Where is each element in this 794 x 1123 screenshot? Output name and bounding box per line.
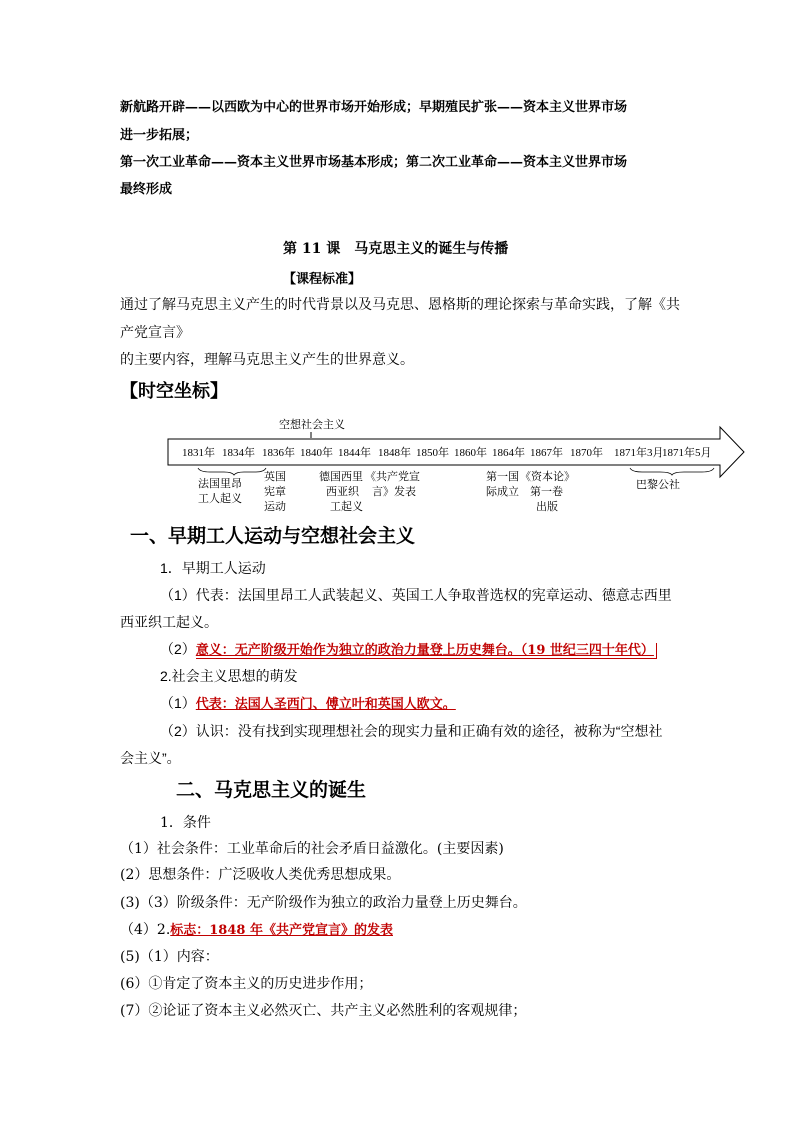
event-intl-2: 际成立 [486,486,519,498]
course-standard-line-1: 通过了解马克思主义产生的时代背景以及马克思、恩格斯的理论探索与革命实践，了解《共 [120,296,680,312]
section-2-heading: 二、马克思主义的诞生 [176,780,367,801]
intro-line-4: 最终形成 [120,182,173,197]
course-standard-line-2: 产党宣言》 [120,324,190,340]
section-2-line-1: （1）社会条件：工业革命后的社会矛盾日益激化。(主要因素) [120,841,504,857]
event-capital-2: 第一卷 [530,486,563,498]
timeline-year-label: 1844年 [338,447,371,459]
intro-line-1: 新航路开辟——以西欧为中心的世界市场开始形成；早期殖民扩张——资本主义世界市场 [120,100,628,115]
section-1-item-4b: 会主义”。 [120,750,181,766]
section-1-sub-2: 2.社会主义思想的萌发 [160,668,298,684]
section-2-line-4-highlight: 标志：1848 年《共产党宣言》的发表 [170,923,393,938]
event-capital-1: 《资本论》 [520,471,575,483]
intro-line-2: 进一步拓展； [120,128,199,143]
intro-line-3: 第一次工业革命——资本主义世界市场基本形成；第二次工业革命——资本主义世界市场 [120,155,628,170]
section-1-item-1a: （1）代表：法国里昂工人武装起义、英国工人争取普选权的宪章运动、德意志西里 [160,587,672,603]
section-1-item-2-prefix: （2） [160,641,196,657]
section-2-line-7: (7）②论证了资本主义必然灭亡、共产主义必然胜利的客观规律； [120,1003,527,1019]
timeline-events [198,469,680,513]
event-lyon-2: 工人起义 [198,493,242,505]
timeline-year-label: 1831年 [182,447,215,459]
timeline-year-label: 1871年3月 [614,447,664,459]
section-1-item-2-highlight: 意义：无产阶级开始作为独立的政治力量登上历史舞台。（19 世纪三四十年代） [196,643,657,659]
section-1-item-1b: 西亚织工起义。 [120,614,218,630]
section-1-heading: 一、早期工人运动与空想社会主义 [130,526,416,547]
timeline-diagram [160,412,760,522]
section-2-line-3: (3)（3）阶级条件：无产阶级作为独立的政治力量登上历史舞台。 [120,895,527,911]
space-time-label: 【时空坐标】 [120,381,228,401]
event-paris: 巴黎公社 [636,479,680,491]
section-1-item-4a: （2）认识：没有找到实现理想社会的现实力量和正确有效的途径，被称为“空想社 [160,723,663,739]
event-chartist-1: 英国 [264,471,286,483]
course-standard-label: 【课程标准】 [283,272,362,287]
timeline-year-label: 1840年 [300,447,333,459]
paris-bracket [630,468,714,475]
event-silesia-3: 工起义 [330,501,363,513]
section-2-line-6: (6）①肯定了资本主义的历史进步作用； [120,976,373,992]
event-chartist-2: 宪章 [264,486,286,498]
event-silesia-1: 德国西里 [319,471,363,483]
lyon-bracket [198,468,266,475]
timeline-year-label: 1867年 [530,447,563,459]
timeline-year-label: 1834年 [222,447,255,459]
course-standard-line-3: 的主要内容，理解马克思主义产生的世界意义。 [120,351,414,367]
section-2-line-4 [120,919,393,939]
event-silesia-2: 西亚织 [326,486,359,498]
section-1-sub-1: 1．早期工人运动 [160,560,266,576]
timeline-year-label: 1848年 [378,447,411,459]
timeline-year-label: 1850年 [416,447,449,459]
section-2-line-5: (5)（1）内容： [120,949,219,965]
event-manifesto-2: 言》发表 [372,486,416,498]
section-1-item-3-prefix: （1） [160,695,196,711]
timeline-years [182,445,712,459]
lesson-title: 第 11 课 马克思主义的诞生与传播 [283,241,509,257]
section-2-sub-1: 1．条件 [160,815,211,831]
timeline-year-label: 1870年 [570,447,603,459]
event-chartist-3: 运动 [264,501,286,513]
timeline-year-label: 1860年 [454,447,487,459]
section-2-line-2: (2）思想条件：广泛吸收人类优秀思想成果。 [120,867,401,883]
utopian-socialism-label: 空想社会主义 [279,419,345,431]
timeline-year-label: 1836年 [262,447,295,459]
event-intl-1: 第一国 [486,471,519,483]
section-1-item-3-highlight: 代表：法国人圣西门、傅立叶和英国人欧文。 [195,697,456,712]
section-1-item-3 [160,693,456,713]
section-1-item-2 [160,639,657,659]
event-capital-3: 出版 [536,501,558,513]
event-manifesto-1: 《共产党宣 [365,471,420,483]
section-2-line-4-prefix: （4）2. [120,922,171,938]
timeline-year-label: 1864年 [492,447,525,459]
event-lyon-1: 法国里昂 [198,478,242,490]
timeline-year-label: 1871年5月 [662,447,712,459]
